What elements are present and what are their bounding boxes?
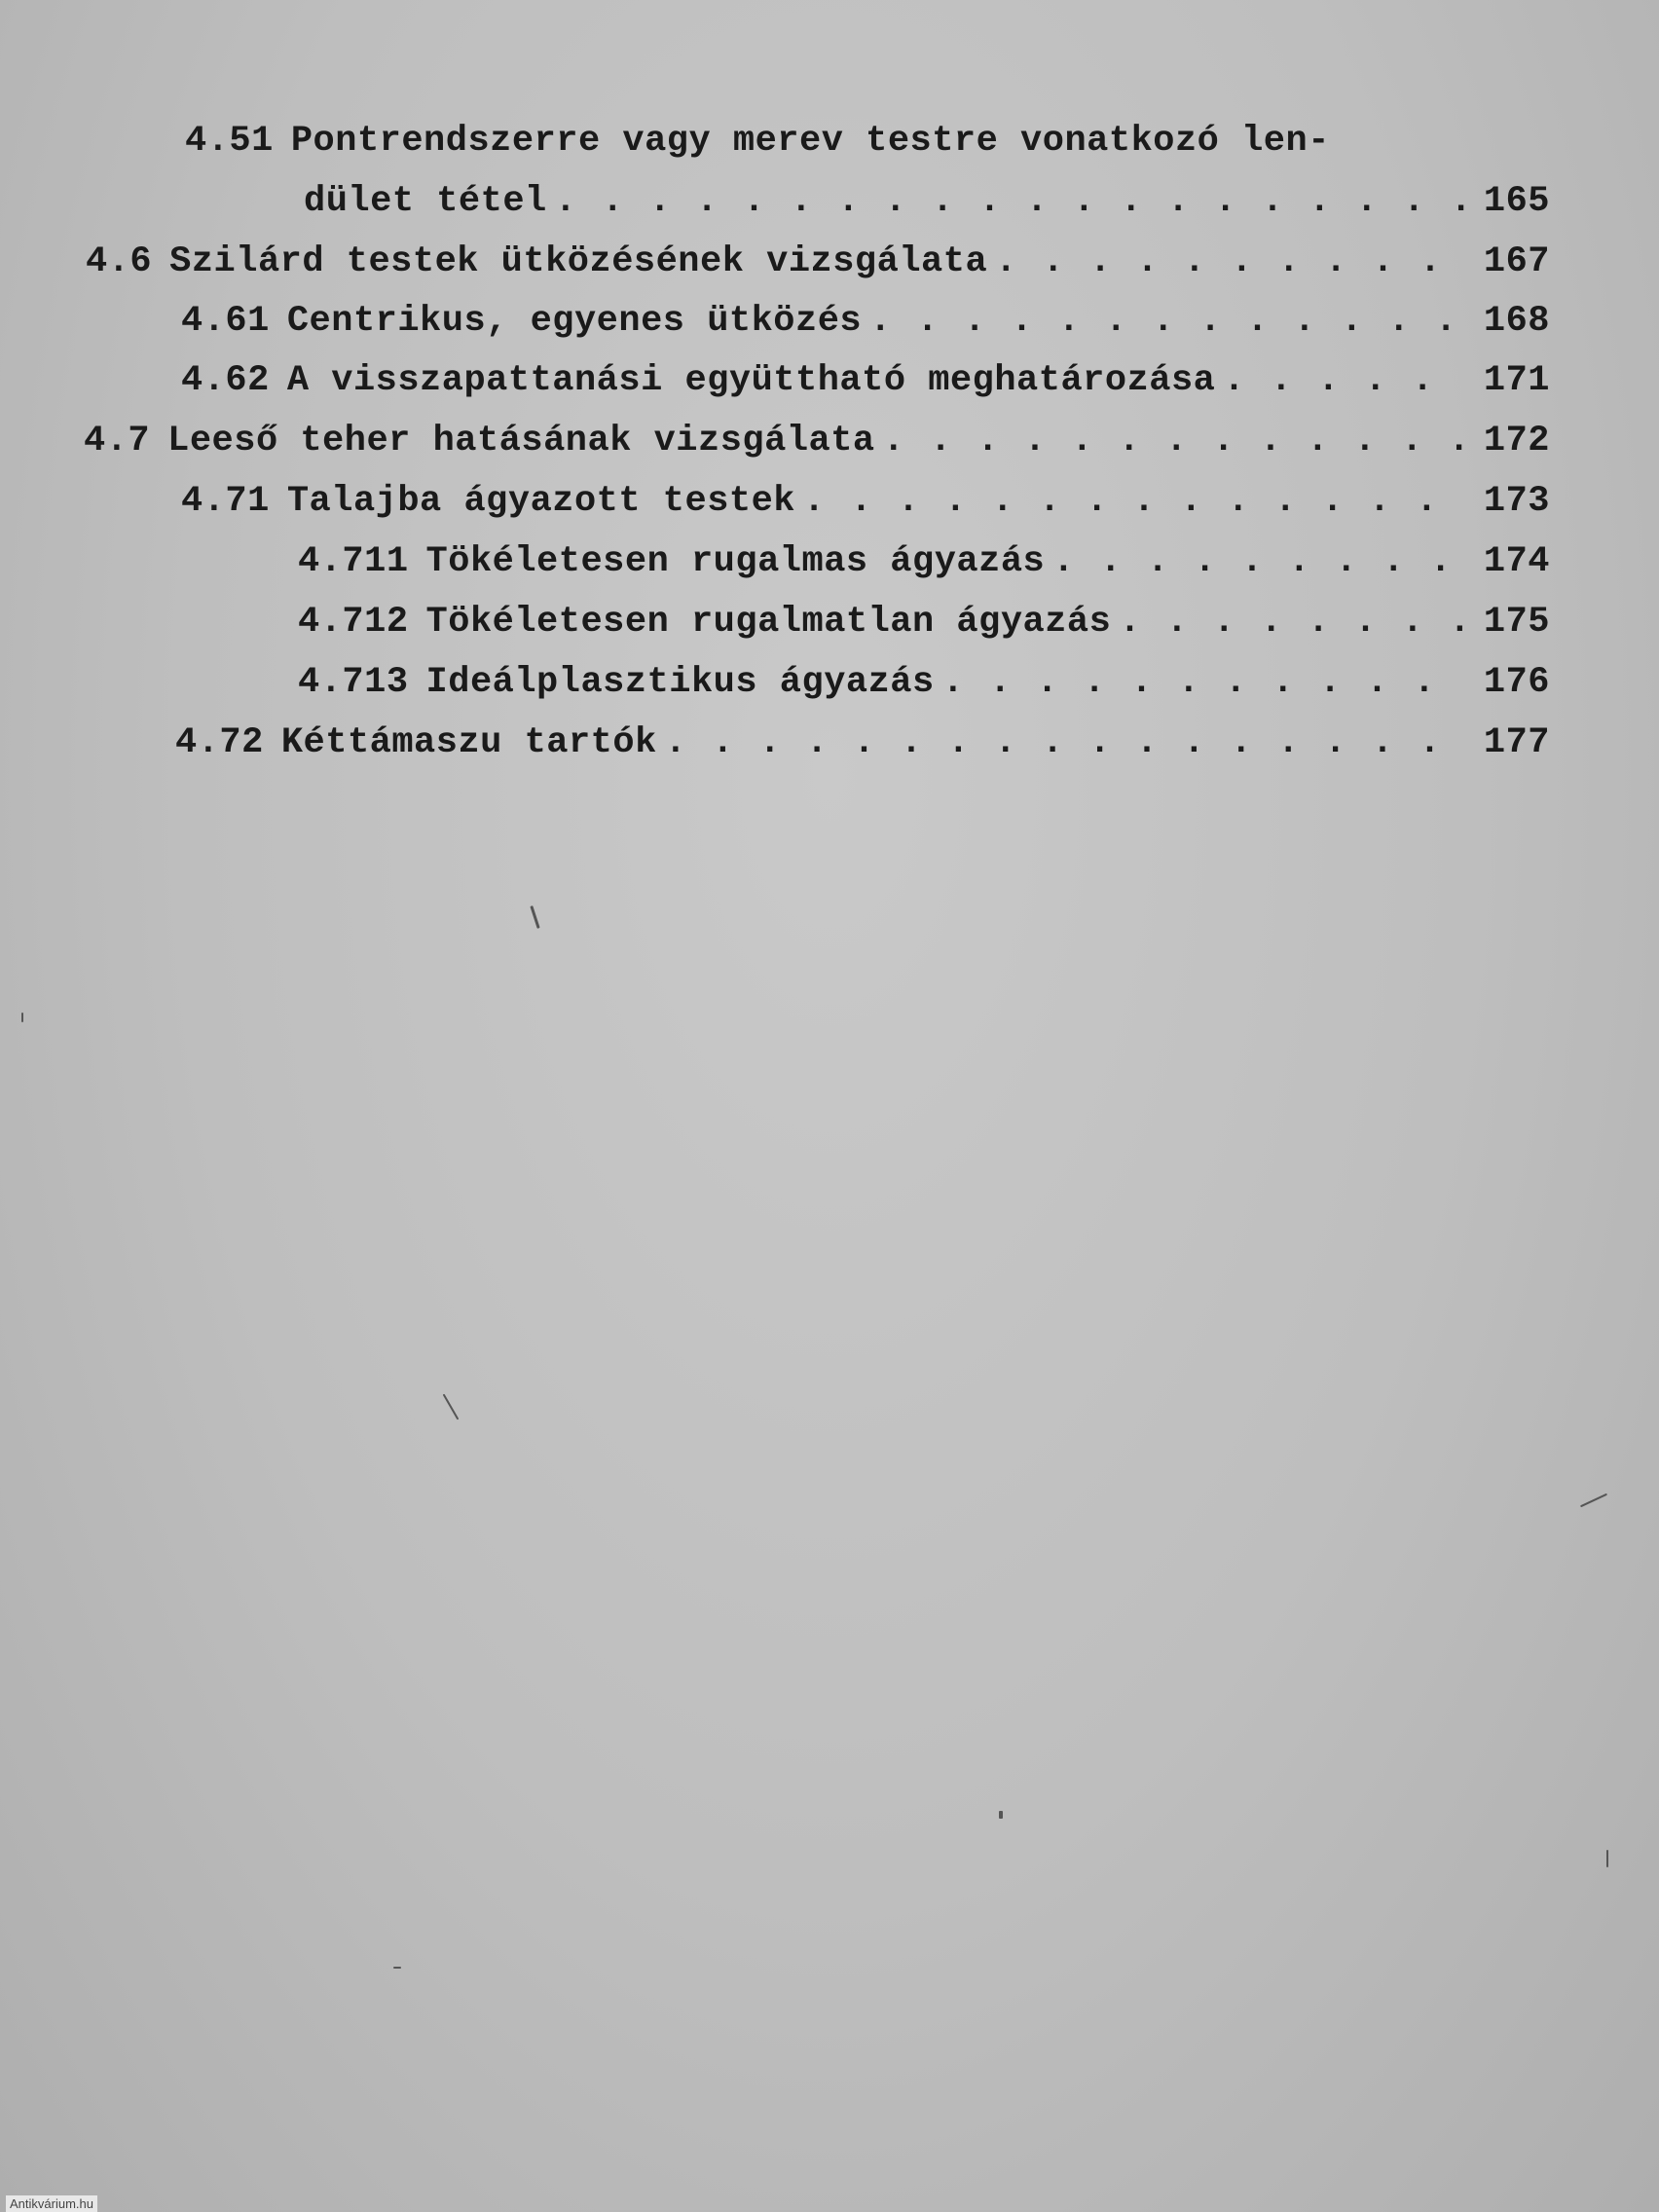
toc-entry-4-7	[84, 417, 1550, 465]
toc-entry-page: 168	[1483, 301, 1550, 342]
paper-speck	[1606, 1850, 1608, 1867]
toc-entry-page: 175	[1483, 602, 1550, 643]
toc-entry-number: 4.713	[298, 662, 409, 703]
toc-entry-page: 171	[1483, 360, 1550, 401]
dot-leader	[995, 238, 1466, 286]
toc-entry-number: 4.72	[175, 722, 264, 763]
toc-entry-title: Talajba ágyazott testek	[286, 481, 796, 522]
toc-entry-page: 176	[1483, 662, 1550, 703]
dot-leader	[1119, 598, 1466, 646]
toc-entry-title: Pontrendszerre vagy merev testre vonatkozó len-	[290, 121, 1330, 162]
toc-entry-page: 174	[1483, 541, 1550, 582]
paper-speck	[530, 905, 539, 929]
toc-entry-number: 4.71	[181, 481, 270, 522]
toc-entry-title: Tökéletesen rugalmas ágyazás	[425, 541, 1046, 582]
paper-speck	[21, 1013, 23, 1022]
dot-leader	[1052, 537, 1466, 586]
table-of-contents	[0, 0, 1659, 798]
toc-entry-page: 172	[1483, 421, 1550, 461]
toc-entry-title: Kéttámaszu tartók	[280, 722, 657, 763]
dot-leader	[1223, 356, 1466, 405]
toc-entry-4-712	[298, 598, 1550, 646]
toc-entry-number: 4.711	[298, 541, 409, 582]
toc-entry-4-61	[181, 297, 1550, 346]
paper-speck	[393, 1967, 401, 1969]
dot-leader	[665, 719, 1466, 767]
dot-leader	[869, 297, 1466, 346]
paper-speck	[1580, 1493, 1607, 1507]
toc-entry-number: 4.712	[298, 602, 409, 643]
dot-leader	[942, 658, 1466, 707]
toc-entry-4-711	[298, 537, 1550, 586]
toc-entry-4-72	[175, 719, 1550, 767]
toc-entry-4-713	[298, 658, 1550, 707]
toc-entry-4-62	[181, 356, 1550, 405]
toc-entry-number: 4.6	[86, 241, 153, 282]
toc-entry-number: 4.51	[185, 121, 274, 162]
toc-entry-page: 165	[1483, 181, 1550, 222]
dot-leader	[803, 477, 1466, 526]
watermark: Antikvárium.hu	[6, 2195, 97, 2212]
toc-entry-title: Szilárd testek ütközésének vizsgálata	[169, 241, 988, 282]
toc-entry-number: 4.62	[181, 360, 270, 401]
toc-entry-number: 4.7	[84, 421, 151, 461]
dot-leader	[883, 417, 1466, 465]
toc-entry-4-51	[185, 117, 1460, 166]
toc-entry-title: Leeső teher hatásának vizsgálata	[167, 421, 875, 461]
toc-entry-page: 173	[1483, 481, 1550, 522]
toc-entry-4-51-continuation	[304, 177, 1550, 226]
paper-speck	[999, 1811, 1003, 1819]
toc-entry-page: 167	[1483, 241, 1550, 282]
toc-entry-title-continuation: dület tétel	[304, 181, 547, 222]
toc-entry-page: 177	[1483, 722, 1550, 763]
toc-entry-title: Centrikus, egyenes ütközés	[286, 301, 863, 342]
dot-leader	[555, 177, 1466, 226]
toc-entry-number: 4.61	[181, 301, 270, 342]
toc-entry-title: A visszapattanási együttható meghatározása	[286, 360, 1216, 401]
toc-entry-title: Tökéletesen rugalmatlan ágyazás	[425, 602, 1112, 643]
toc-entry-title: Ideálplasztikus ágyazás	[425, 662, 935, 703]
toc-entry-4-6	[86, 238, 1550, 286]
paper-speck	[443, 1394, 460, 1420]
toc-entry-4-71	[181, 477, 1550, 526]
